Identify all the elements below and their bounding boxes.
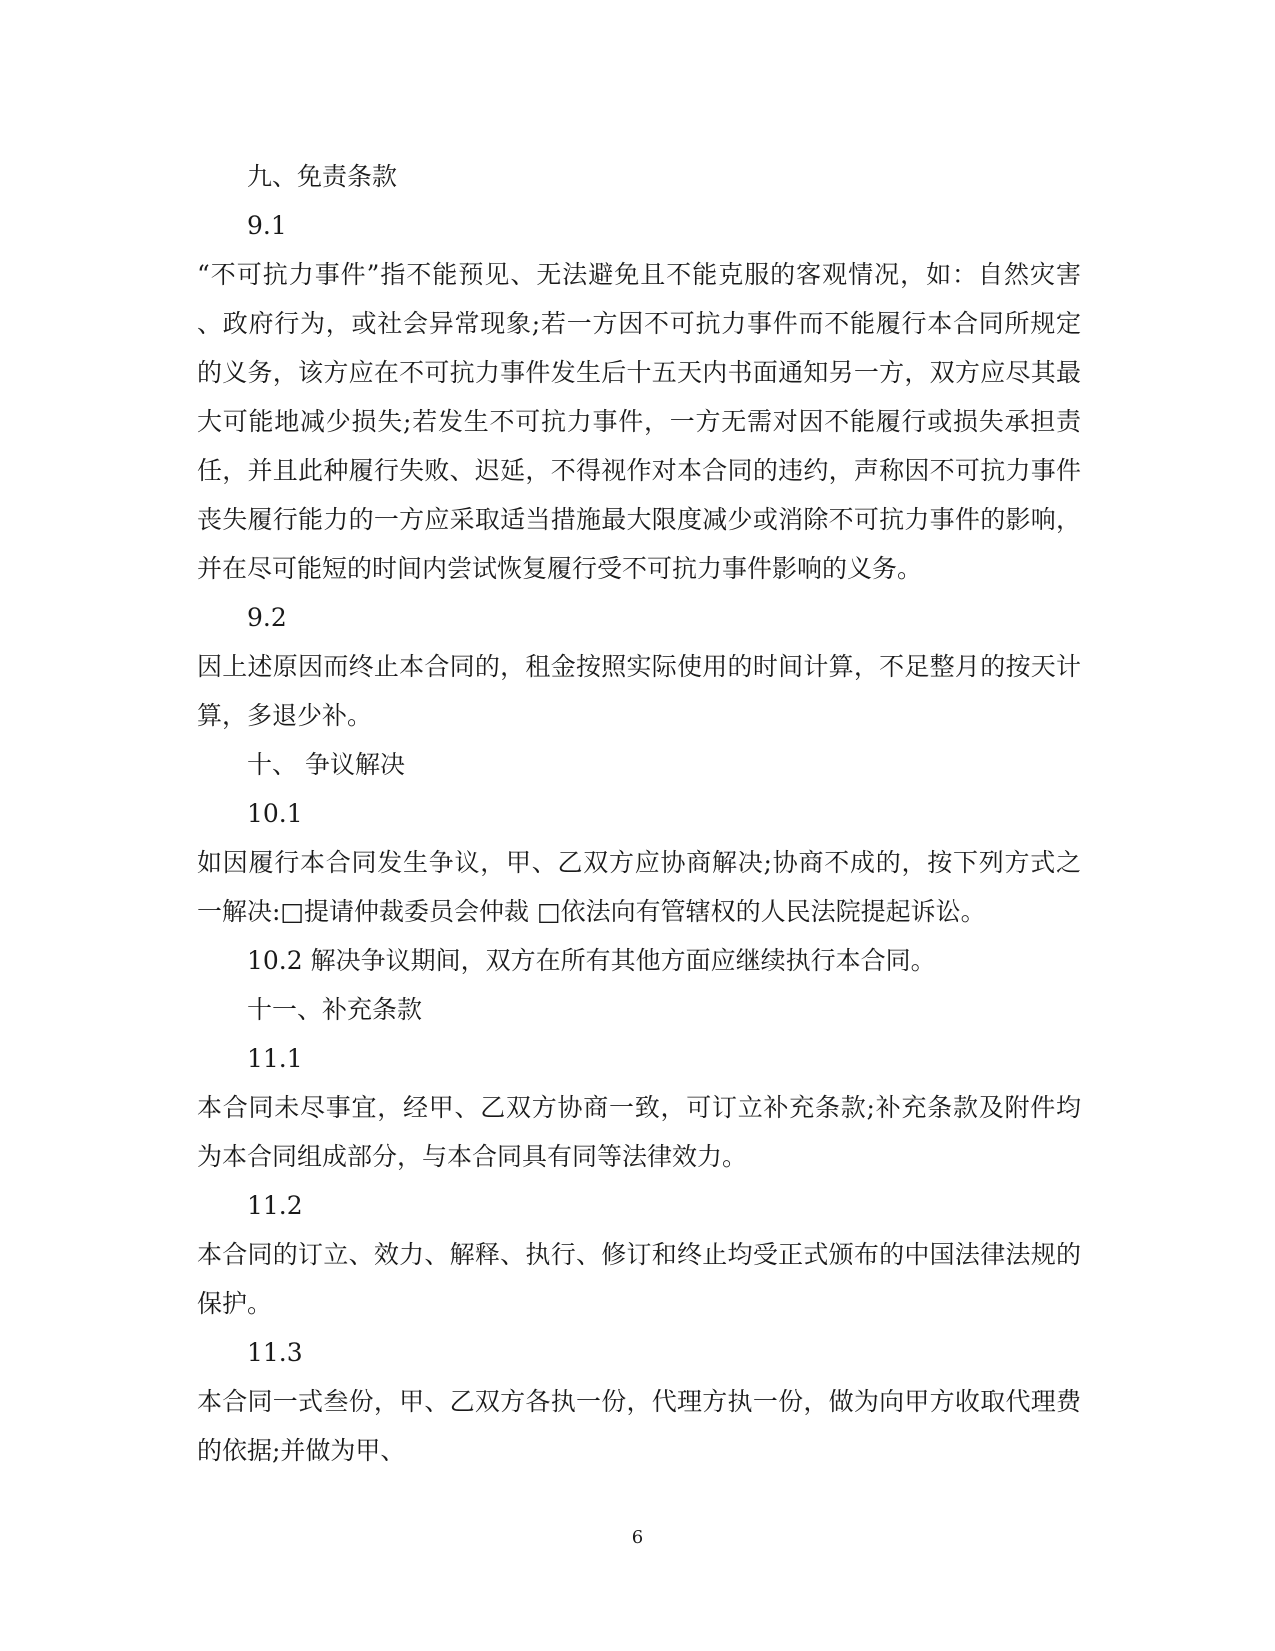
body-line: 算，多退少补。	[197, 701, 373, 730]
clause-number-9-1: 9.1	[247, 211, 287, 240]
body-line: 的义务，该方应在不可抗力事件发生后十五天内书面通知另一方，双方应尽其最	[197, 358, 1081, 387]
body-line: 如因履行本合同发生争议，甲、乙双方应协商解决;协商不成的，按下列方式之	[197, 848, 1081, 877]
clause-10-2: 10.2 解决争议期间，双方在所有其他方面应继续执行本合同。	[247, 946, 936, 975]
body-line: 为本合同组成部分，与本合同具有同等法律效力。	[197, 1142, 748, 1171]
body-line: 的依据;并做为甲、	[197, 1436, 406, 1465]
clause-number-11-1: 11.1	[247, 1044, 303, 1073]
section-heading-dispute: 十、 争议解决	[247, 750, 405, 779]
page-number: 6	[631, 1527, 644, 1548]
body-line: 本合同未尽事宜，经甲、乙双方协商一致，可订立补充条款;补充条款及附件均	[197, 1093, 1081, 1122]
body-line: 保护。	[197, 1289, 273, 1318]
clause-number-11-3: 11.3	[247, 1338, 303, 1367]
section-heading-exemption: 九、免责条款	[247, 162, 398, 191]
body-line: 并在尽可能短的时间内尝试恢复履行受不可抗力事件影响的义务。	[197, 554, 923, 583]
section-heading-supplementary: 十一、补充条款	[247, 995, 423, 1024]
body-line: 一解决:□提请仲裁委员会仲裁 □依法向有管辖权的人民法院提起诉讼。	[197, 897, 986, 926]
body-line: 丧失履行能力的一方应采取适当措施最大限度减少或消除不可抗力事件的影响，	[197, 505, 1081, 534]
body-line: 本合同一式叁份，甲、乙双方各执一份，代理方执一份，做为向甲方收取代理费	[197, 1387, 1081, 1416]
body-line: 本合同的订立、效力、解释、执行、修订和终止均受正式颁布的中国法律法规的	[197, 1240, 1081, 1269]
document-body	[197, 152, 1081, 1475]
body-line: 、政府行为，或社会异常现象;若一方因不可抗力事件而不能履行本合同所规定	[197, 309, 1081, 338]
body-line: 大可能地减少损失;若发生不可抗力事件，一方无需对因不能履行或损失承担责	[197, 407, 1081, 436]
clause-number-10-1: 10.1	[247, 799, 303, 828]
body-line: “不可抗力事件”指不能预见、无法避免且不能克服的客观情况，如：自然灾害	[197, 260, 1081, 289]
clause-number-9-2: 9.2	[247, 603, 287, 632]
body-line: 因上述原因而终止本合同的，租金按照实际使用的时间计算，不足整月的按天计	[197, 652, 1081, 681]
body-line: 任，并且此种履行失败、迟延，不得视作对本合同的违约，声称因不可抗力事件	[197, 456, 1081, 485]
clause-number-11-2: 11.2	[247, 1191, 303, 1220]
